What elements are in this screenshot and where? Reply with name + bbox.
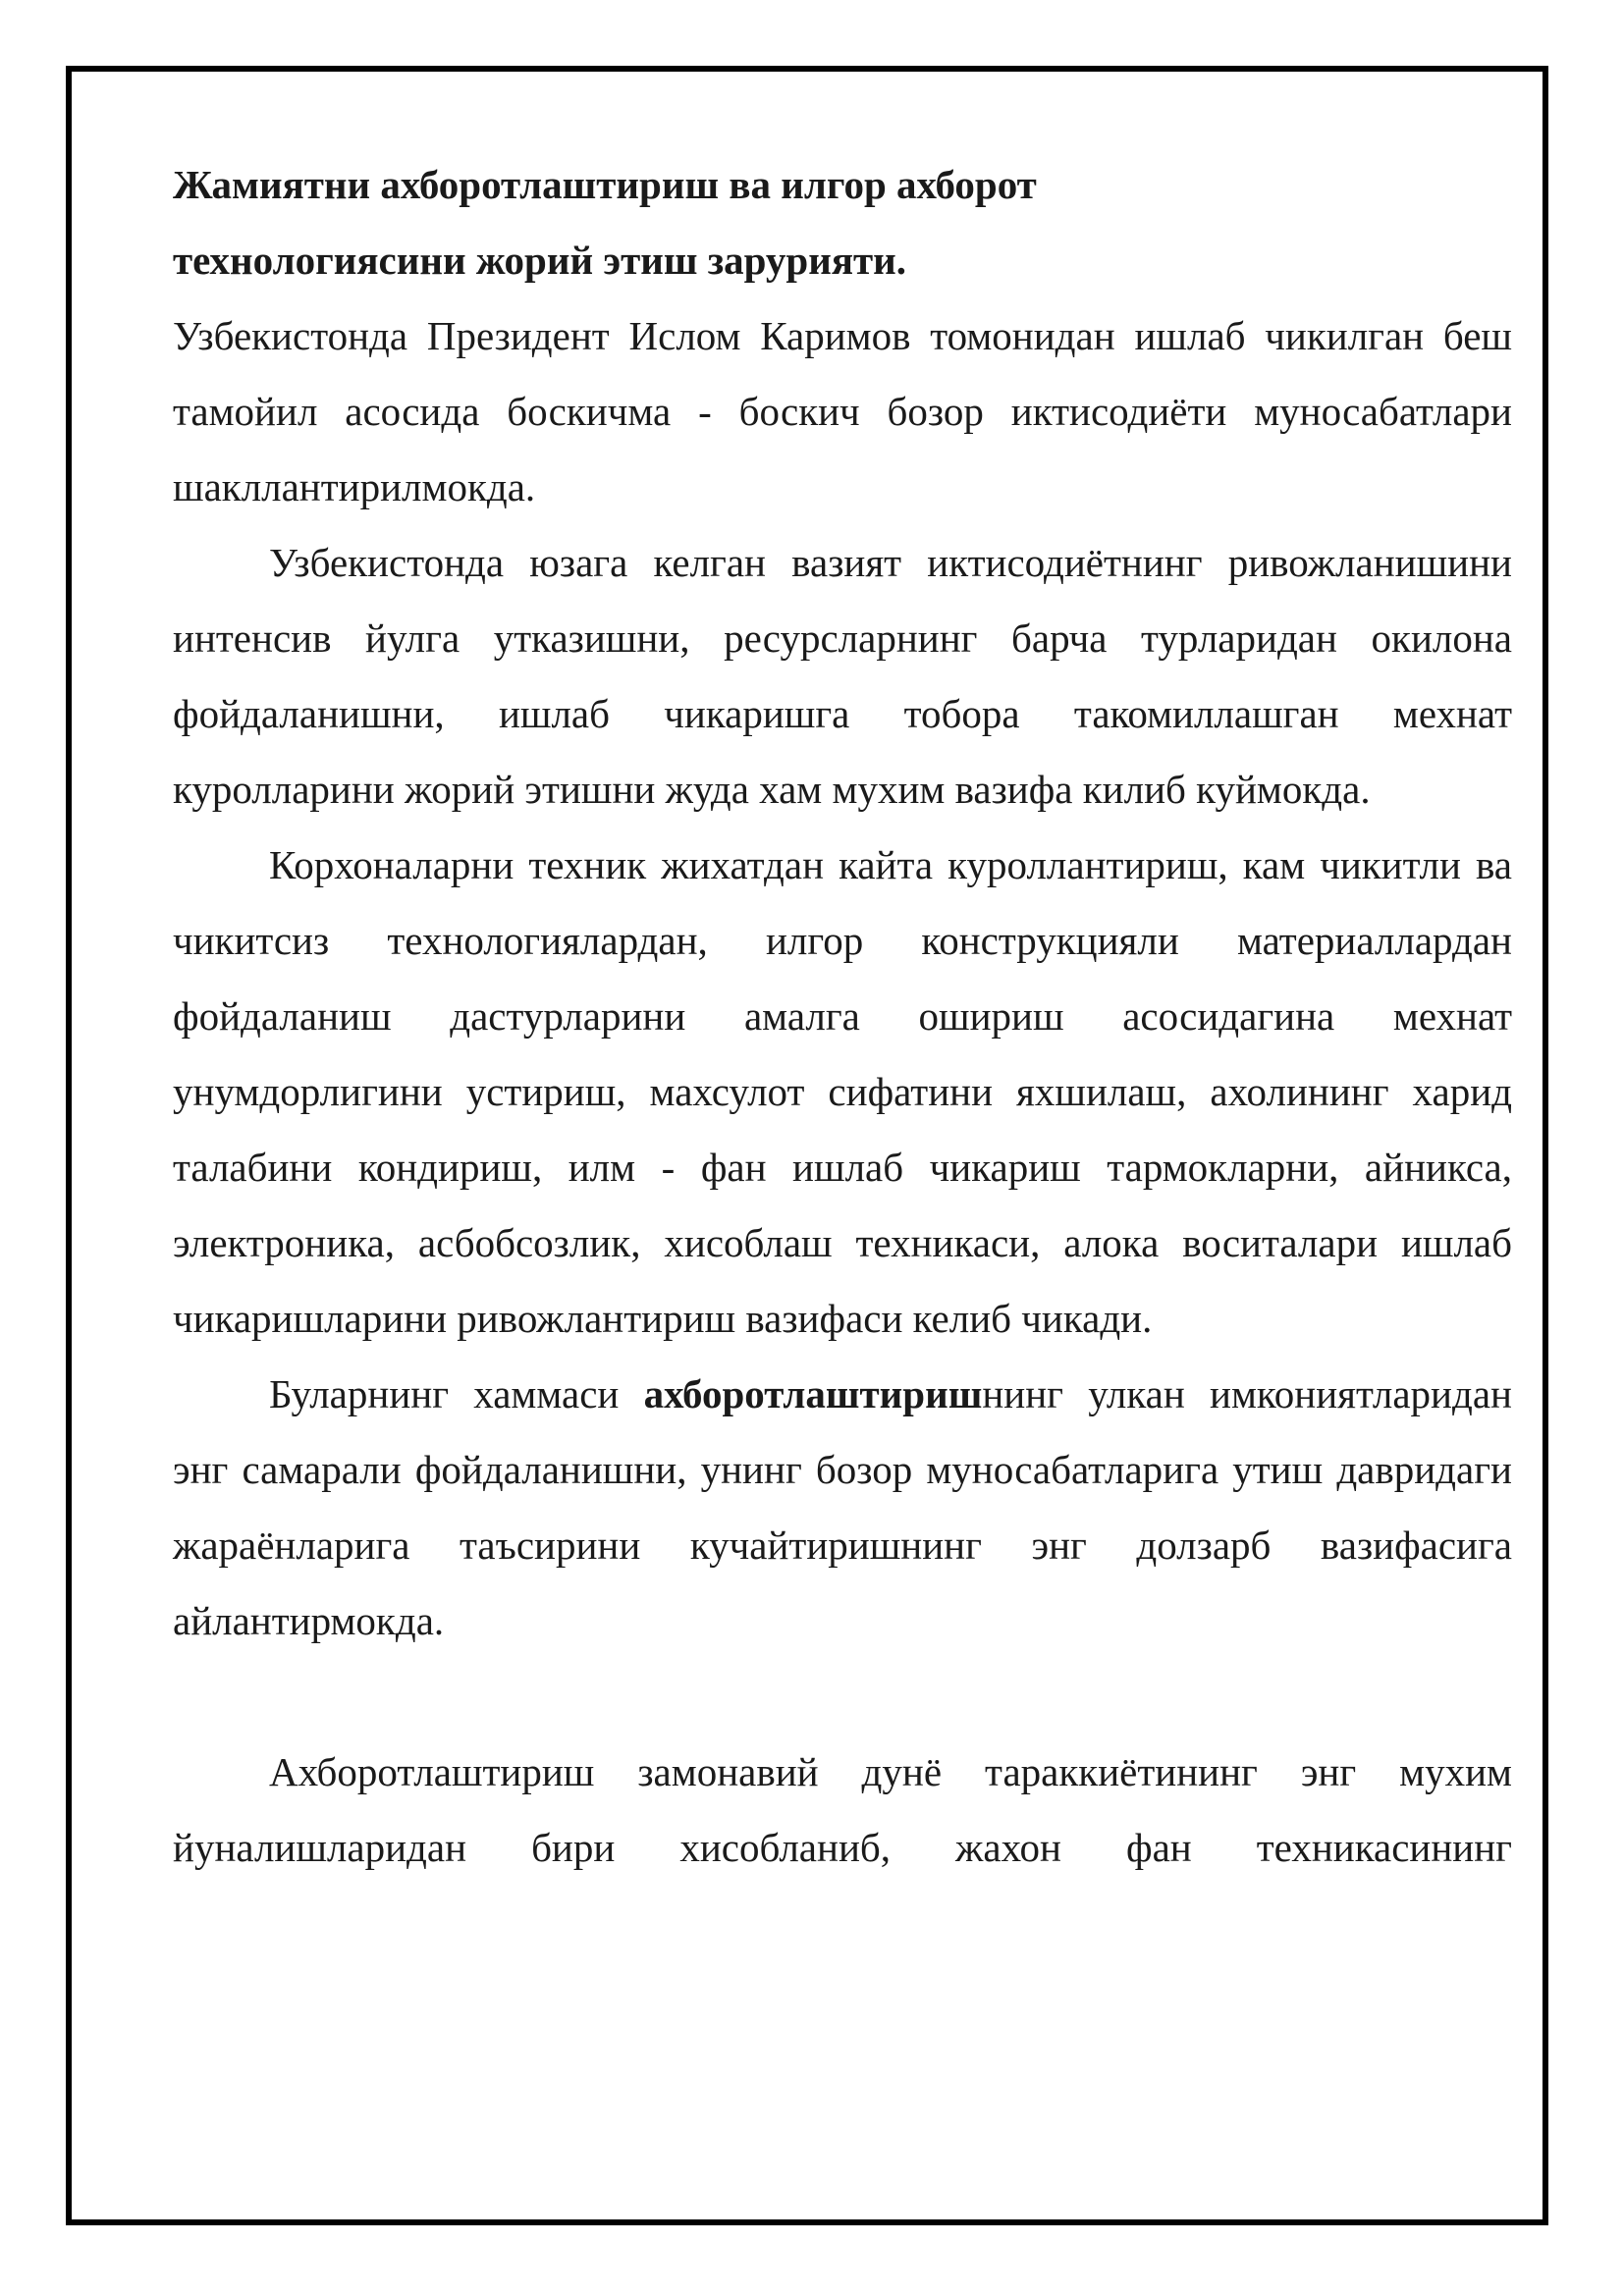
paragraph-4-bold-term: ахборотлаштириш [643,1371,983,1416]
paragraph-4-start: Буларнинг хаммаси [269,1371,644,1416]
paragraph-3: Корхоналарни техник жихатдан кайта куроллантириш, кам чикитли ва чикитсиз технологиялардан, илгор конструкцияли материаллардан фойдаланиш дастурларини амалга ошириш асосидагина мехнат унумдорлигини устириш, махсулот сифатини яхшилаш, ахолининг харид талабини кондириш, илм - фан ишлаб чикариш тармокларни, айникса, электроника, асбобсозлик, хисоблаш техникаси, алока воситалари ишлаб чикаришларини ривожлантириш вазифаси келиб чикади. [173,842,1512,1341]
paragraph-4-end: нинг улкан имкониятларидан энг самарали фойдаланишни, унинг бозор муносабатларига утиш давридаги жараёнларига таъсирини кучайтиришнинг энг долзарб вазифасига айлантирмокда. [173,1371,1512,1643]
paragraph-4 [173,1357,1512,1659]
paragraph-1: Узбекистонда Президент Ислом Каримов томонидан ишлаб чикилган беш тамойил асосида боскичма - боскич бозор иктисодиёти муносабатлари шакллантирилмокда. [173,313,1512,509]
paragraph-5: Ахборотлаштириш замонавий дунё тараккиётининг энг мухим йуналишларидан бири хисобланиб, жахон фан техникасининг [173,1749,1512,1870]
document-title-line-2: технологиясини жорий этиш зарурияти. [173,238,907,283]
document-title-line-1: Жамиятни ахборотлаштириш ва илгор ахборот [173,162,1037,207]
paragraph-spacer [173,1659,1512,1735]
document-body [173,147,1512,1886]
paragraph-2: Узбекистонда юзага келган вазият иктисодиётнинг ривожланишини интенсив йулга утказишни, ресурсларнинг барча турларидан окилона фойдаланишни, ишлаб чикаришга тобора такомиллашган мехнат куролларини жорий этишни жуда хам мухим вазифа килиб куймокда. [173,540,1512,812]
